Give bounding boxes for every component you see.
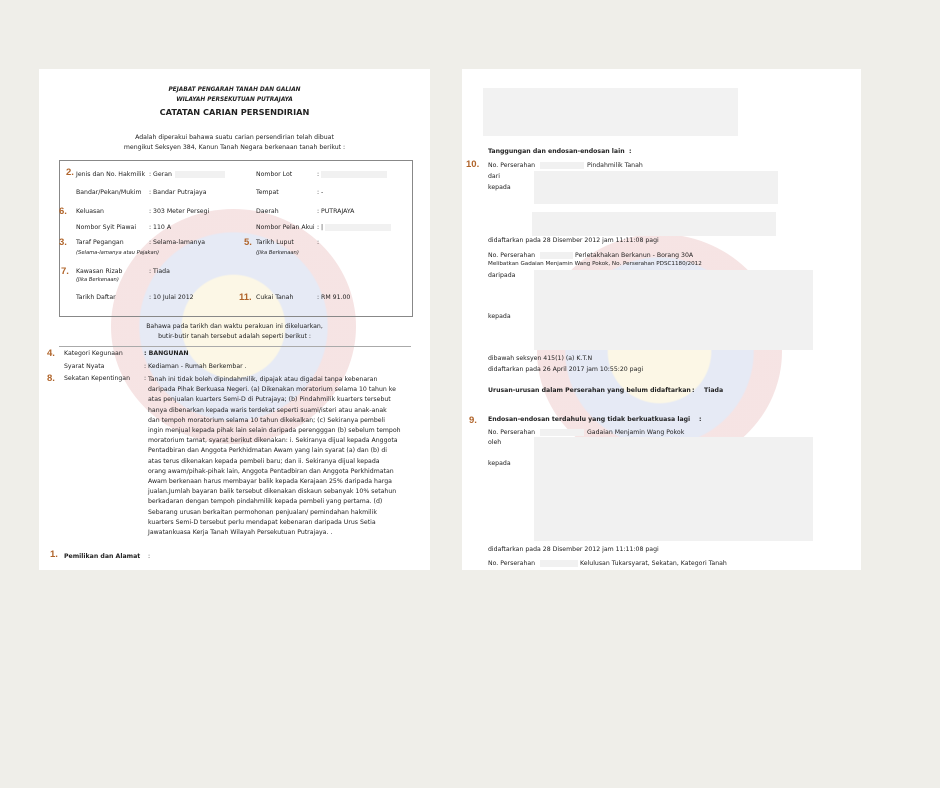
keluasan-label: Keluasan [76,208,104,215]
entry-4-prefix: No. Perserahan [488,560,536,567]
kategori-value: : BANGUNAN [144,350,189,357]
sekatan-line: berkadaran dengan tempoh pindahmilik kepada pembeli yang pertama. (d) [148,498,383,506]
page-title: CATATAN CARIAN PERSENDIRIAN [159,107,310,117]
bandar-label: Bandar/Pekan/Mukim [76,189,142,196]
redacted-header-block [483,88,738,136]
marker-10: 10. [466,159,480,170]
marker-4: 4. [47,348,55,359]
taraf-sub: (Selama-lamanya atau Pajakan) [76,250,160,256]
entry-1-prefix: No. Perserahan [488,162,536,169]
taraf-value: : Selama-lamanya [149,239,206,246]
mid-line-1: Bahawa pada tarikh dan waktu perakuan ini dikeluarkan, [146,323,323,330]
entry-2-type: Perletakhakan Berkanun - Borang 30A [575,252,694,259]
endosan-colon: : [699,416,702,423]
cukai-value: : RM 91.00 [317,294,351,301]
rizab-sub: (Jika Berkenaan) [76,277,119,283]
jenis-value: : Geran [149,171,172,178]
tanggungan-heading: Tanggungan dan endosan-endosan lain [488,148,625,155]
rizab-label: Kawasan Rizab [76,268,123,275]
pemilikan-colon: : [148,553,151,560]
kategori-label: Kategori Kegunaan [64,350,123,357]
tanggungan-colon: : [629,148,632,155]
entry-2-daripada: daripada [488,272,516,279]
marker-2: 2. [66,167,74,178]
daftar-value: : 10 Julai 2012 [149,294,194,301]
keluasan-value: : 303 Meter Persegi [149,208,210,215]
sekatan-colon: : [144,375,147,382]
sekatan-line: kuarters Semi-D tersebut perlu mendapat kebenaran daripada Urus Setia [148,518,376,526]
intro-line-2: mengikut Seksyen 384, Kanun Tanah Negara berkenaan tanah berikut : [123,144,346,151]
entry-3-date: didaftarkan pada 28 Disember 2012 jam 11:11:08 pagi [488,546,659,553]
tempat-value: : - [317,189,324,196]
jenis-label: Jenis dan No. Hakmilik [76,171,146,178]
sekatan-line: moratorium tamat, syarat berikut dikenakan: i. Sekiranya dijual kepada Anggota [148,437,398,445]
redacted-pelan [325,224,391,231]
office-line-2: WILAYAH PERSEKUTUAN PUTRAJAYA [176,97,293,103]
pelan-label: Nombor Pelan Akui [256,224,315,231]
redacted-party-4 [534,437,813,541]
syit-value: : 110 A [149,224,172,231]
entry-2-bawah: dibawah seksyen 415(1) (a) K.T.N [488,355,593,362]
sekatan-line: Awam berkenaan harus membayar balik kepada Kerajaan 25% daripada harga [148,478,392,486]
daerah-value: : PUTRAJAYA [317,208,355,215]
urusan-value: Tiada [704,387,724,394]
marker-3: 3. [59,237,67,248]
marker-6: 6. [59,206,67,217]
endosan-heading: Endosan-endosan terdahulu yang tidak berkuatkuasa lagi [488,416,691,423]
entry-1-dari: dari [488,173,500,180]
entry-2-prefix: No. Perserahan [488,252,536,259]
entry-2-sub: Melibatkan Gadaian Menjamin Wang Pokok, No. Perserahan PDSC1180/2012 [488,261,702,267]
mid-line-2: butir-butir tanah tersebut adalah seperti berikut : [158,333,311,340]
marker-8: 8. [47,373,55,384]
entry-3-oleh: oleh [488,439,502,446]
syit-label: Nombor Syit Piawai [76,224,137,231]
sekatan-line: Jawatankuasa Kerja Tanah Wilayah Persekutuan Putrajaya. . [148,529,333,537]
tempat-label: Tempat [256,189,279,196]
sekatan-line: hanya dibenarkan kepada waris terdekat seperti suami/isteri atau anak-anak [148,406,387,414]
redacted-perserahan-3 [540,429,584,436]
rizab-value: : Tiada [149,268,170,275]
syarat-value: : Kediaman - Rumah Berkembar . [144,363,247,370]
taraf-label: Taraf Pegangan [76,239,124,246]
entry-2-kepada: kepada [488,313,511,320]
redacted-perserahan-2 [540,252,573,259]
marker-5: 5. [244,237,252,248]
sekatan-line: atas terus dikenakan kepada pembeli baru; dan ii. Sekiranya dijual kepada [148,457,380,465]
entry-2-date: didaftarkan pada 26 April 2017 jam 10:55:20 pagi [488,366,644,373]
luput-value: : [317,239,320,246]
daerah-label: Daerah [256,208,279,215]
entry-3-type: Gadaian Menjamin Wang Pokok [587,429,685,436]
marker-1: 1. [50,549,58,560]
daftar-label: Tarikh Daftar [76,294,116,301]
redacted-party-1 [534,171,778,204]
urusan-label: Urusan-urusan dalam Perserahan yang belum didaftarkan [488,387,691,394]
urusan-colon: : [692,387,695,394]
sekatan-line: ingin menjual kepada pihak lain selain daripada perengggan (b) sebelum tempoh [148,427,401,435]
sekatan-line: atas penjualan kuarters Semi-D di Putrajaya; (b) Pindahmilik kuarters tersebut [148,396,391,404]
sekatan-label: Sekatan Kepentingan [64,375,131,382]
pemilikan-label: Pemilikan dan Alamat [64,553,141,560]
intro-line-1: Adalah diperakui bahawa suatu carian persendirian telah dibuat [135,134,334,141]
redacted-perserahan-1 [540,162,584,169]
sekatan-line: Sebarang urusan berkaitan permohonan penjualan/ pemindahan hakmilik [148,508,377,516]
sekatan-line: Tanah ini tidak boleh dipindahmilik, dipajak atau digadai tanpa kebenaran [148,376,378,383]
redacted-party-3 [534,270,813,350]
syarat-label: Syarat Nyata [64,363,105,370]
lot-value: : [317,171,320,178]
redacted-lot [321,171,387,178]
sekatan-line: orang awam/pihak-pihak lain, Anggota Pentadbiran dan Anggota Perkhidmatan [148,467,394,475]
document-page-2 [462,69,861,570]
office-line-1: PEJABAT PENGARAH TANAH DAN GALIAN [168,87,301,93]
marker-9: 9. [469,415,477,426]
sekatan-line: jualan.Jumlah bayaran balik tersebut dikenakan diskaun sebanyak 10% setahun [148,488,397,496]
entry-1-kepada: kepada [488,184,511,191]
sekatan-text [148,375,423,538]
redacted-party-2 [532,212,776,236]
luput-label: Tarikh Luput [256,239,294,246]
lot-label: Nombor Lot [256,171,293,178]
sekatan-line: daripada Pihak Berkuasa Negeri. (a) Dikenakan moratorium selama 10 tahun ke [148,386,396,394]
redacted-perserahan-4 [540,560,578,567]
marker-11: 11. [239,292,252,303]
luput-sub: (Jika Berkenaan) [256,250,299,256]
pelan-value: : | [317,224,324,231]
sekatan-line: dan tempoh moratorium selama 10 tahun dikekalkan; (c) Sekiranya pembeli [148,416,386,424]
bandar-value: : Bandar Putrajaya [149,189,207,196]
entry-1-date: didaftarkan pada 28 Disember 2012 jam 11:11:08 pagi [488,237,659,244]
cukai-label: Cukai Tanah [256,294,294,301]
section-divider [59,346,411,347]
redacted-hakmilik [175,171,225,178]
entry-4-type: Kelulusan Tukarsyarat, Sekatan, Kategori Tanah [580,560,727,567]
sekatan-line: Pentadbiran dan Anggota Perkhidmatan Awam yang lain syarat (a) dan (b) di [148,447,387,455]
entry-3-prefix: No. Perserahan [488,429,536,436]
marker-7: 7. [61,266,69,277]
document-page-1 [39,69,430,570]
entry-1-type: Pindahmilik Tanah [587,162,643,169]
entry-3-kepada: kepada [488,460,511,467]
